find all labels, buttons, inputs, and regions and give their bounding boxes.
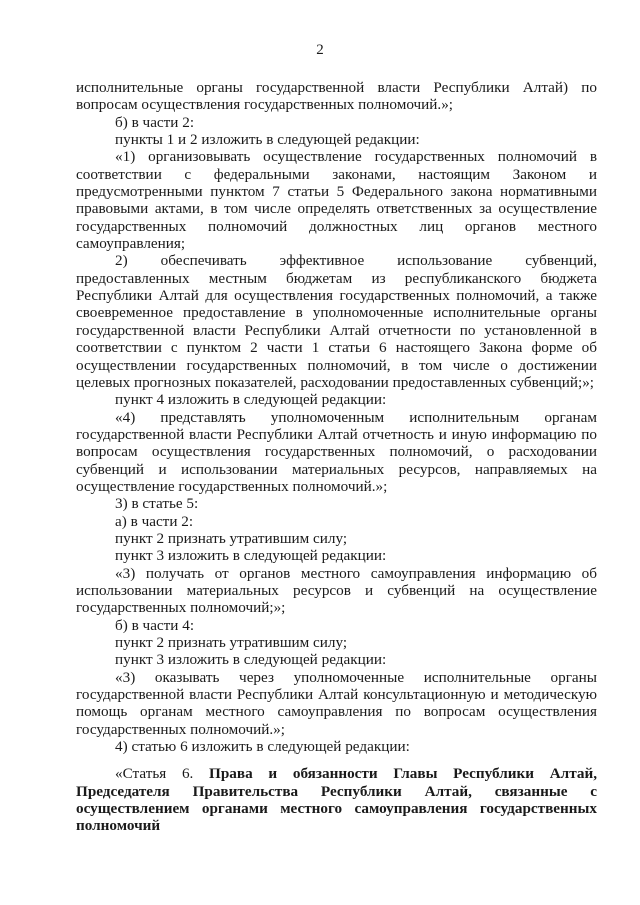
paragraph: исполнительные органы государственной власти Республики Алтай) по вопросам осуществления государственных полномочий.»; [76,79,597,114]
paragraph: пункт 4 изложить в следующей редакции: [115,391,387,409]
article-title [76,765,597,834]
paragraph: б) в части 4: [115,616,195,634]
paragraph: пункт 3 изложить в следующей редакции: [115,651,387,669]
paragraph: пункты 1 и 2 изложить в следующей редакции: [115,131,420,149]
article-title-text: Права и обязанности Главы Республики Алтай, Председателя Правительства Республики Алтай, связанные с осуществлением органами местного самоуправления государственных полномочий [76,765,597,835]
page-number: 2 [316,42,324,58]
paragraph: 2) обеспечивать эффективное использование субвенций, предоставленных местным бюджетам из республиканского бюджета Республики Алтай для осуществления государственных полномочий, а также своевременное предоставление в уполномоченные исполнительные органы государственной власти Республики Алтай отчетности по установленной в соответствии с пунктом 2 части 1 статьи 6 настоящего Закона форме об осуществлении государственных полномочий, в том числе о достижении целевых прогнозных показателей, расходовании предоставленных субвенций;»; [76,252,597,391]
paragraph: 3) в статье 5: [115,495,199,513]
paragraph: 4) статью 6 изложить в следующей редакции: [115,738,410,756]
paragraph: б) в части 2: [115,113,195,131]
paragraph: пункт 2 признать утратившим силу; [115,529,348,547]
paragraph: «1) организовывать осуществление государственных полномочий в соответствии с федеральными законами, настоящим Законом и предусмотренными пунктом 7 статьи 5 Федерального закона нормативными правовыми актами, в том числе определять ответственных за осуществление государственных полномочий должностных лиц органов местного самоуправления; [76,148,597,253]
document-body [76,79,597,835]
paragraph: «3) получать от органов местного самоуправления информацию об использовании материальных ресурсов и субвенций на осуществление государственных полномочий;»; [76,564,597,617]
paragraph: пункт 2 признать утратившим силу; [115,634,348,651]
article-title-prefix: «Статья 6. [115,765,210,783]
paragraph: «3) оказывать через уполномоченные исполнительные органы государственной власти Республики Алтай консультационную и методическую помощь органам местного самоуправления по вопросам осуществления государственных полномочий.»; [76,668,597,738]
paragraph: пункт 3 изложить в следующей редакции: [115,547,387,565]
paragraph: «4) представлять уполномоченным исполнительным органам государственной власти Республики Алтай отчетность и иную информацию по вопросам осуществления государственных полномочий, о расходовании субвенций и использовании материальных ресурсов, направляемых на осуществление государственных полномочий.»; [76,408,597,495]
paragraph: а) в части 2: [115,512,194,530]
